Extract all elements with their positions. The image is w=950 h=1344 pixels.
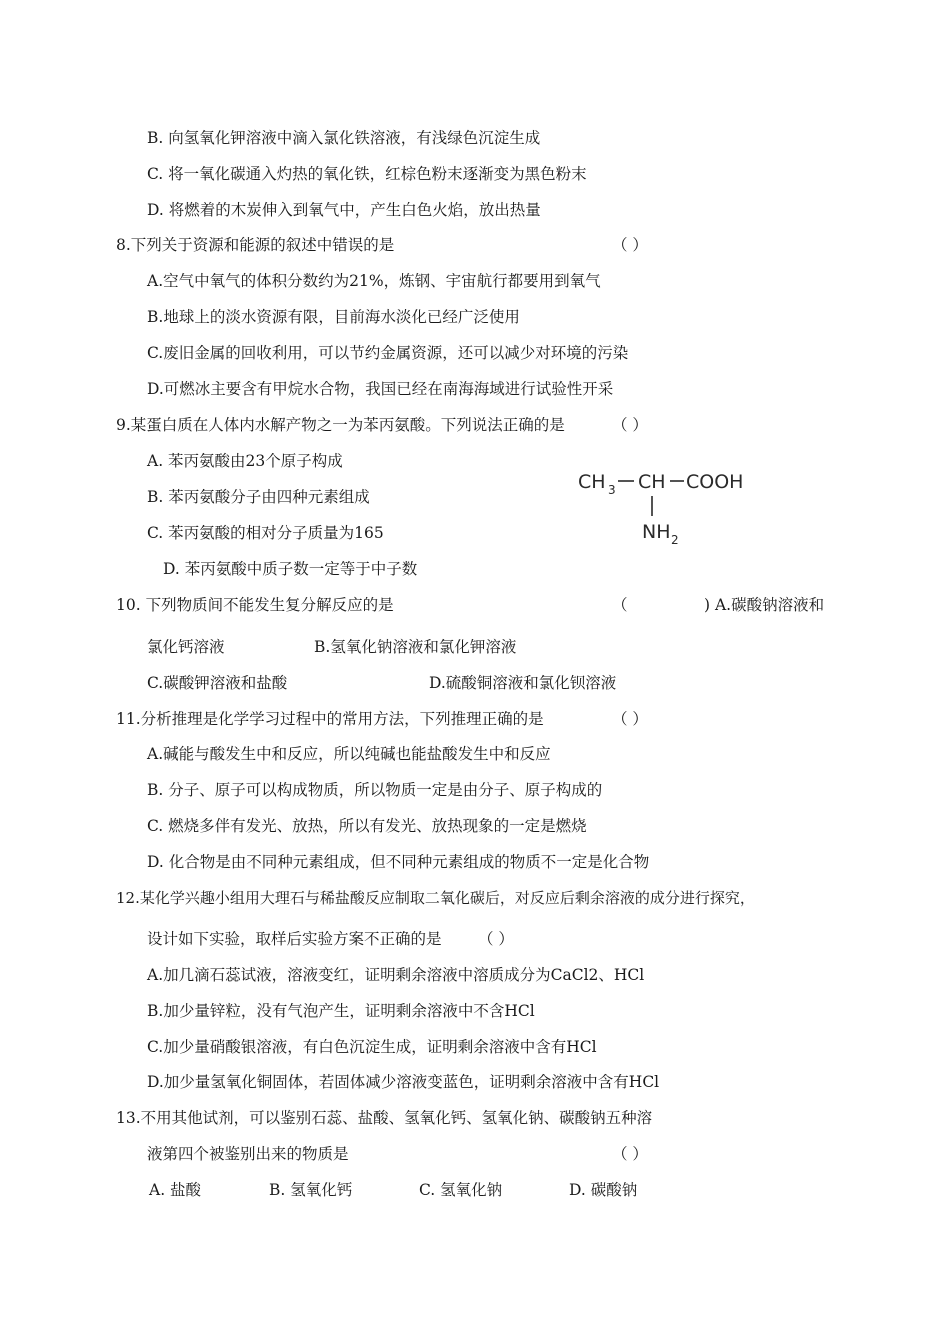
q13-stem-cont: 液第四个被鉴别出来的物质是 xyxy=(147,1145,349,1163)
q8-stem: 8.下列关于资源和能源的叙述中错误的是 xyxy=(116,236,395,254)
q11-stem: 11.分析推理是化学学习过程中的常用方法，下列推理正确的是 xyxy=(116,710,544,728)
phenylalanine-structural-formula xyxy=(578,466,768,550)
q7-option-c: C. 将一氧化碳通入灼热的氧化铁，红棕色粉末逐渐变为黑色粉末 xyxy=(147,165,587,183)
q7-option-d: D. 将燃着的木炭伸入到氧气中，产生白色火焰，放出热量 xyxy=(147,201,541,219)
q7-option-b: B. 向氢氧化钾溶液中滴入氯化铁溶液，有浅绿色沉淀生成 xyxy=(147,129,541,147)
q11-option-d: D. 化合物是由不同种元素组成，但不同种元素组成的物质不一定是化合物 xyxy=(147,853,650,871)
q11-option-c: C. 燃烧多伴有发光、放热，所以有发光、放热现象的一定是燃烧 xyxy=(147,817,587,835)
q9-option-c: C. 苯丙氨酸的相对分子质量为165 xyxy=(147,524,384,542)
q9-stem: 9.某蛋白质在人体内水解产物之一为苯丙氨酸。下列说法正确的是 xyxy=(116,416,565,434)
q13-option-b: B. 氢氧化钙 xyxy=(269,1181,353,1199)
q13-option-d: D. 碳酸钠 xyxy=(569,1181,638,1199)
q12-answer-blank: （ ） xyxy=(478,930,514,948)
q9-answer-blank: （ ） xyxy=(612,416,648,434)
q12-option-b: B.加少量锌粒，没有气泡产生，证明剩余溶液中不含HCl xyxy=(147,1002,535,1020)
formula-ch3: CH xyxy=(578,471,606,493)
q11-option-a: A.碱能与酸发生中和反应，所以纯碱也能盐酸发生中和反应 xyxy=(147,745,551,763)
q10-option-b: B.氢氧化钠溶液和氯化钾溶液 xyxy=(314,638,517,656)
q9-option-d: D. 苯丙氨酸中质子数一定等于中子数 xyxy=(163,560,418,578)
q8-option-c: C.废旧金属的回收利用，可以节约金属资源，还可以减少对环境的污染 xyxy=(147,344,629,362)
q9-option-b: B. 苯丙氨酸分子由四种元素组成 xyxy=(147,488,370,506)
q13-stem: 13.不用其他试剂，可以鉴别石蕊、盐酸、氢氧化钙、氢氧化钠、碳酸钠五种溶 xyxy=(116,1109,653,1127)
q9-option-a: A. 苯丙氨酸由23个原子构成 xyxy=(147,452,343,470)
q12-stem: 12.某化学兴趣小组用大理石与稀盐酸反应制取二氧化碳后，对反应后剩余溶液的成分进行探究， xyxy=(116,889,755,907)
q12-option-a: A.加几滴石蕊试液，溶液变红，证明剩余溶液中溶质成分为CaCl2、HCl xyxy=(147,966,645,984)
q8-option-b: B.地球上的淡水资源有限，目前海水淡化已经广泛使用 xyxy=(147,308,520,326)
q12-option-d: D.加少量氢氧化铜固体，若固体减少溶液变蓝色，证明剩余溶液中含有HCl xyxy=(147,1073,660,1091)
q13-option-c: C. 氢氧化钠 xyxy=(419,1181,503,1199)
q12-option-c: C.加少量硝酸银溶液，有白色沉淀生成，证明剩余溶液中含有HCl xyxy=(147,1038,597,1056)
formula-ch3-subscript: 3 xyxy=(608,483,616,497)
formula-nh2-subscript: 2 xyxy=(671,533,679,547)
q8-option-d: D.可燃冰主要含有甲烷水合物，我国已经在南海海域进行试验性开采 xyxy=(147,380,614,398)
q10-option-c: C.碳酸钾溶液和盐酸 xyxy=(147,674,288,692)
formula-ch: CH xyxy=(638,471,666,493)
q10-answer-blank: （ xyxy=(612,596,628,614)
q13-option-a: A. 盐酸 xyxy=(149,1181,202,1199)
q13-answer-blank: （ ） xyxy=(612,1145,648,1163)
q10-stem: 10. 下列物质间不能发生复分解反应的是 xyxy=(116,596,394,614)
q12-stem-cont: 设计如下实验，取样后实验方案不正确的是 xyxy=(147,930,442,948)
q10-option-d: D.硫酸铜溶液和氯化钡溶液 xyxy=(429,674,617,692)
q10-option-a-start: ) A.碳酸钠溶液和 xyxy=(704,596,825,614)
q10-option-a-end: 氯化钙溶液 xyxy=(147,638,225,656)
q8-option-a: A.空气中氧气的体积分数约为21%，炼钢、宇宙航行都要用到氧气 xyxy=(147,272,601,290)
q11-answer-blank: （ ） xyxy=(612,710,648,728)
q11-option-b: B. 分子、原子可以构成物质，所以物质一定是由分子、原子构成的 xyxy=(147,781,603,799)
formula-nh2: NH xyxy=(642,521,671,543)
q8-answer-blank: （ ） xyxy=(612,236,648,254)
formula-cooh: COOH xyxy=(686,471,744,493)
